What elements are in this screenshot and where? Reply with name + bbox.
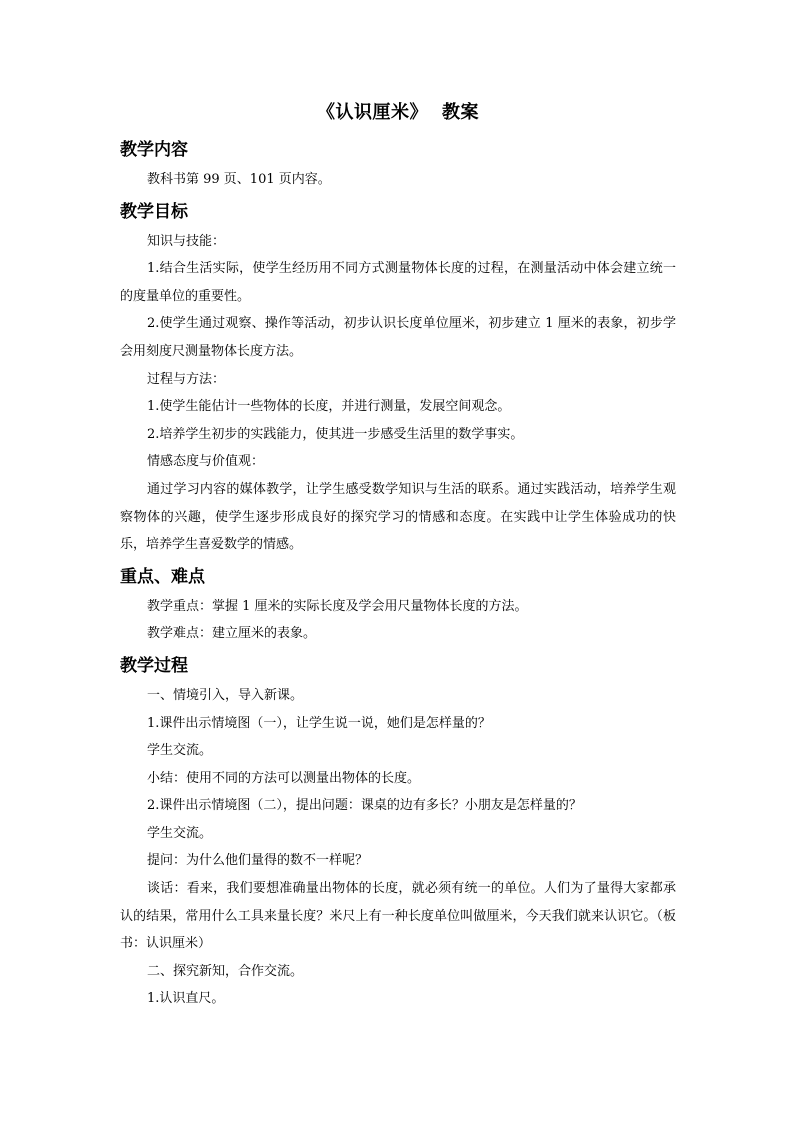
paragraph: 1.使学生能估计一些物体的长度，并进行测量，发展空间观念。 — [147, 399, 511, 415]
section-key-points — [120, 561, 676, 648]
paragraph: 二、探究新知，合作交流。 — [147, 963, 304, 979]
paragraph: 学生交流。 — [147, 825, 213, 841]
document-title-suffix: 教案 — [442, 102, 479, 123]
paragraph: 教学重点：掌握 1 厘米的实际长度及学会用尺量物体长度的方法。 — [147, 598, 528, 614]
section-teaching-goals — [120, 196, 676, 559]
paragraph: 教学难点：建立厘米的表象。 — [147, 626, 317, 642]
paragraph: 小结：使用不同的方法可以测量出物体的长度。 — [147, 770, 421, 786]
paragraph: 通过学习内容的媒体教学，让学生感受数学知识与生活的联系。通过实践活动，培养学生观察物体的兴趣，使学生逐步形成良好的探究学习的情感和态度。在实践中让学生体验成功的快乐，培养学生喜爱数学的情感。 — [120, 481, 676, 553]
paragraph: 一、情境引入，导入新课。 — [147, 687, 304, 703]
section-heading: 教学目标 — [120, 201, 188, 222]
paragraph: 谈话：看来，我们要想准确量出物体的长度，就必须有统一的单位。人们为了量得大家都承认的结果，常用什么工具来量长度？米尺上有一种长度单位叫做厘米，今天我们就来认识它。（板书：认识厘米） — [120, 881, 676, 952]
section-heading: 教学过程 — [120, 655, 188, 676]
section-heading: 重点、难点 — [120, 566, 205, 587]
paragraph: 2.培养学生初步的实践能力，使其进一步感受生活里的数学事实。 — [147, 426, 524, 442]
section-heading: 教学内容 — [120, 140, 188, 160]
paragraph: 学生交流。 — [147, 743, 213, 759]
document-title-main: 《认识厘米》 — [317, 102, 428, 123]
document-content — [120, 98, 676, 1015]
section-teaching-content — [120, 134, 676, 194]
document-title — [120, 98, 676, 128]
paragraph: 2.课件出示情境图（二），提出问题：课桌的边有多长？小朋友是怎样量的？ — [147, 798, 582, 814]
paragraph: 过程与方法： — [147, 371, 226, 387]
paragraph: 教科书第 99 页、101 页内容。 — [147, 172, 331, 187]
paragraph: 1.认识直尺。 — [147, 991, 225, 1007]
paragraph: 提问：为什么他们量得的数不一样呢？ — [147, 853, 369, 869]
paragraph: 2.使学生通过观察、操作等活动，初步认识长度单位厘米，初步建立 1 厘米的表象，初步学会用刻度尺测量物体长度方法。 — [120, 316, 676, 359]
section-teaching-process — [120, 650, 676, 1013]
paragraph: 1.结合生活实际，使学生经历用不同方式测量物体长度的过程，在测量活动中体会建立统一的度量单位的重要性。 — [120, 261, 676, 304]
paragraph: 1.课件出示情境图（一），让学生说一说，她们是怎样量的？ — [147, 715, 491, 731]
paragraph: 知识与技能： — [147, 233, 226, 249]
paragraph: 情感态度与价值观： — [147, 454, 265, 470]
